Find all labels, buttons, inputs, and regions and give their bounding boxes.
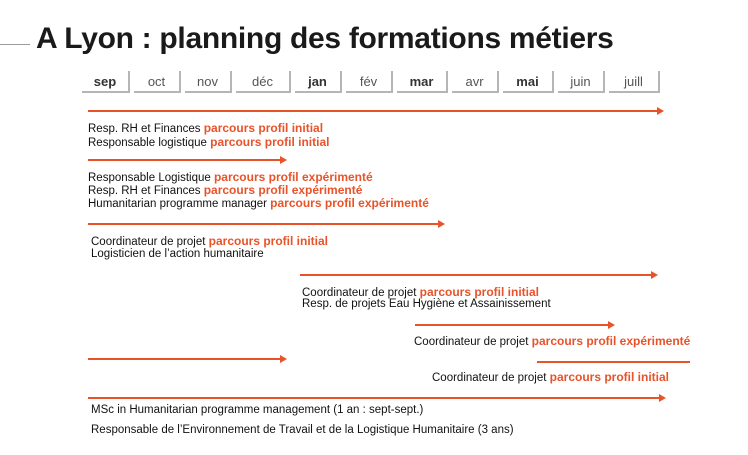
- month-label: juin: [558, 71, 605, 93]
- period-arrow: [415, 324, 609, 326]
- month-label: jan: [295, 71, 342, 93]
- period-arrow: [300, 274, 652, 276]
- month-label: fév: [346, 71, 393, 93]
- training-line: Logisticien de l’action humanitaire: [91, 248, 264, 260]
- period-arrow: [88, 159, 281, 161]
- period-arrow: [88, 110, 658, 112]
- training-line: Responsable Logistique parcours profil expérimenté: [88, 170, 373, 184]
- month-label: déc: [236, 71, 291, 93]
- month-label: nov: [185, 71, 232, 93]
- period-arrow: [88, 358, 281, 360]
- training-line: Resp. RH et Finances parcours profil expérimenté: [88, 183, 363, 197]
- training-line: MSc in Humanitarian programme management (1 an : sept-sept.): [91, 404, 424, 416]
- month-label: avr: [452, 71, 499, 93]
- page-title: A Lyon : planning des formations métiers: [36, 22, 614, 55]
- training-line: Responsable de l’Environnement de Travail et de la Logistique Humanitaire (3 ans): [91, 424, 514, 436]
- month-label: juill: [609, 71, 660, 93]
- training-line: Coordinateur de projet parcours profil initial: [302, 285, 539, 299]
- period-bar: [537, 361, 690, 363]
- period-arrow: [88, 397, 660, 399]
- month-label: oct: [134, 71, 181, 93]
- training-line: Responsable logistique parcours profil initial: [88, 135, 330, 149]
- training-line: Humanitarian programme manager parcours profil expérimenté: [88, 196, 429, 210]
- training-line: Resp. RH et Finances parcours profil initial: [88, 121, 324, 135]
- month-label: sep: [82, 71, 130, 93]
- training-line: Resp. de projets Eau Hygiène et Assainissement: [302, 298, 551, 310]
- training-line: Coordinateur de projet parcours profil expérimenté: [414, 334, 691, 348]
- period-arrow: [88, 223, 439, 225]
- training-line: Coordinateur de projet parcours profil initial: [91, 234, 328, 248]
- training-line: Coordinateur de projet parcours profil initial: [432, 370, 669, 384]
- month-label: mar: [397, 71, 448, 93]
- month-label: mai: [503, 71, 554, 93]
- title-rule: [0, 44, 30, 45]
